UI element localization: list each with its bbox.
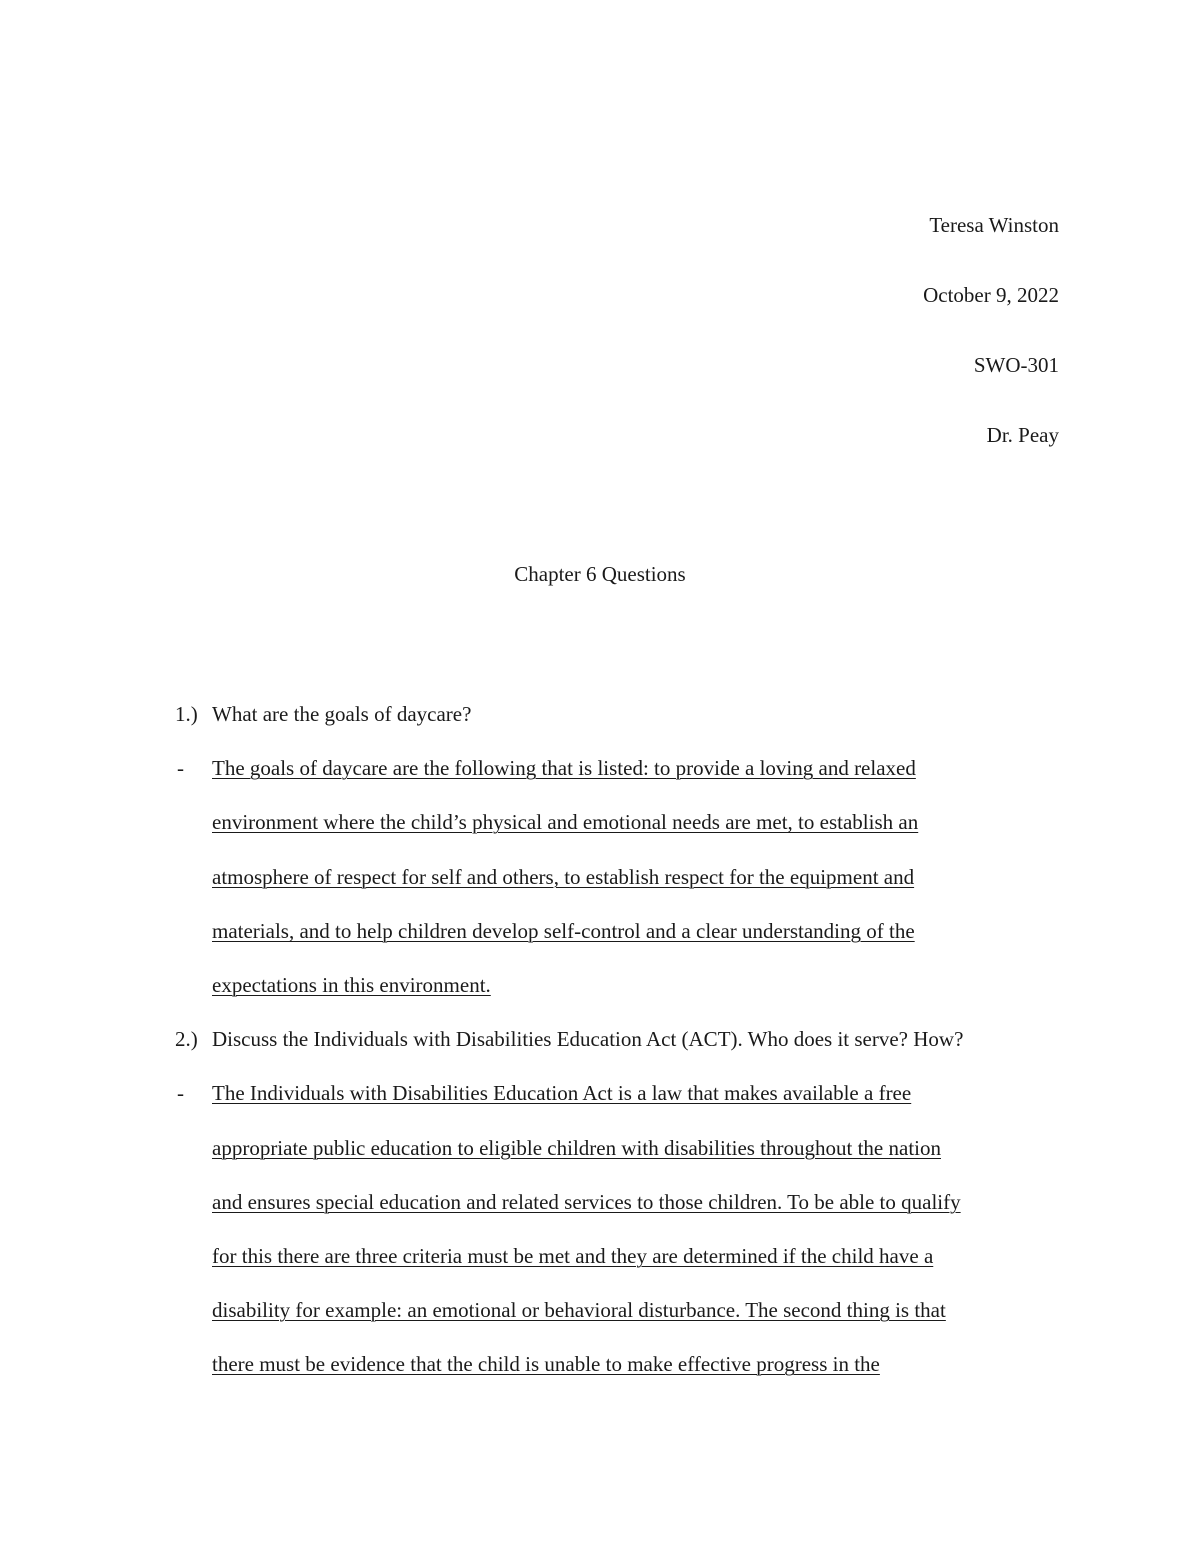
answer-text: The Individuals with Disabilities Education Act is a law that makes available a free [212,1081,912,1106]
question-number: 1.) [175,702,198,726]
answer-line [0,914,1200,968]
questions-list [0,697,1200,1401]
answer-line [0,751,1200,805]
answer-text: for this there are three criteria must be met and they are determined if the child have a [212,1243,934,1268]
answer-line [0,1347,1200,1401]
answer-text: atmosphere of respect for self and others, to establish respect for the equipment and [212,864,915,889]
answer-line [0,1239,1200,1293]
question-row [0,697,1200,751]
answer-line [0,1076,1200,1130]
answer-line [0,1131,1200,1185]
document-title: Chapter 6 Questions [514,562,686,586]
answer-text: The goals of daycare are the following that is listed: to provide a loving and relaxed [212,756,916,781]
answer-line [0,968,1200,1022]
answer-text: expectations in this environment. [212,972,491,997]
answer-text: and ensures special education and related services to those children. To be able to qualify [212,1189,961,1214]
question-number: 2.) [175,1027,198,1052]
question-text: What are the goals of daycare? [212,702,472,726]
instructor-name: Dr. Peay [986,423,1059,447]
answer-line [0,1293,1200,1347]
answer-line [0,860,1200,914]
answer-text: appropriate public education to eligible children with disabilities throughout the nation [212,1135,941,1160]
answer-text: materials, and to help children develop self-control and a clear understanding of the [212,918,915,943]
author-name: Teresa Winston [929,213,1059,237]
answer-text: disability for example: an emotional or behavioral disturbance. The second thing is that [212,1298,946,1323]
answer-line [0,1185,1200,1239]
header-block [923,208,1059,488]
answer-line [0,805,1200,859]
document-date: October 9, 2022 [923,283,1059,307]
course-code: SWO-301 [973,353,1059,377]
answer-dash: - [177,1081,184,1106]
answer-text: there must be evidence that the child is unable to make effective progress in the [212,1352,880,1377]
question-row [0,1022,1200,1076]
answer-text: environment where the child’s physical and emotional needs are met, to establish an [212,810,919,835]
answer-dash: - [177,756,184,781]
question-text: Discuss the Individuals with Disabilities Education Act (ACT). Who does it serve? How? [212,1027,964,1052]
